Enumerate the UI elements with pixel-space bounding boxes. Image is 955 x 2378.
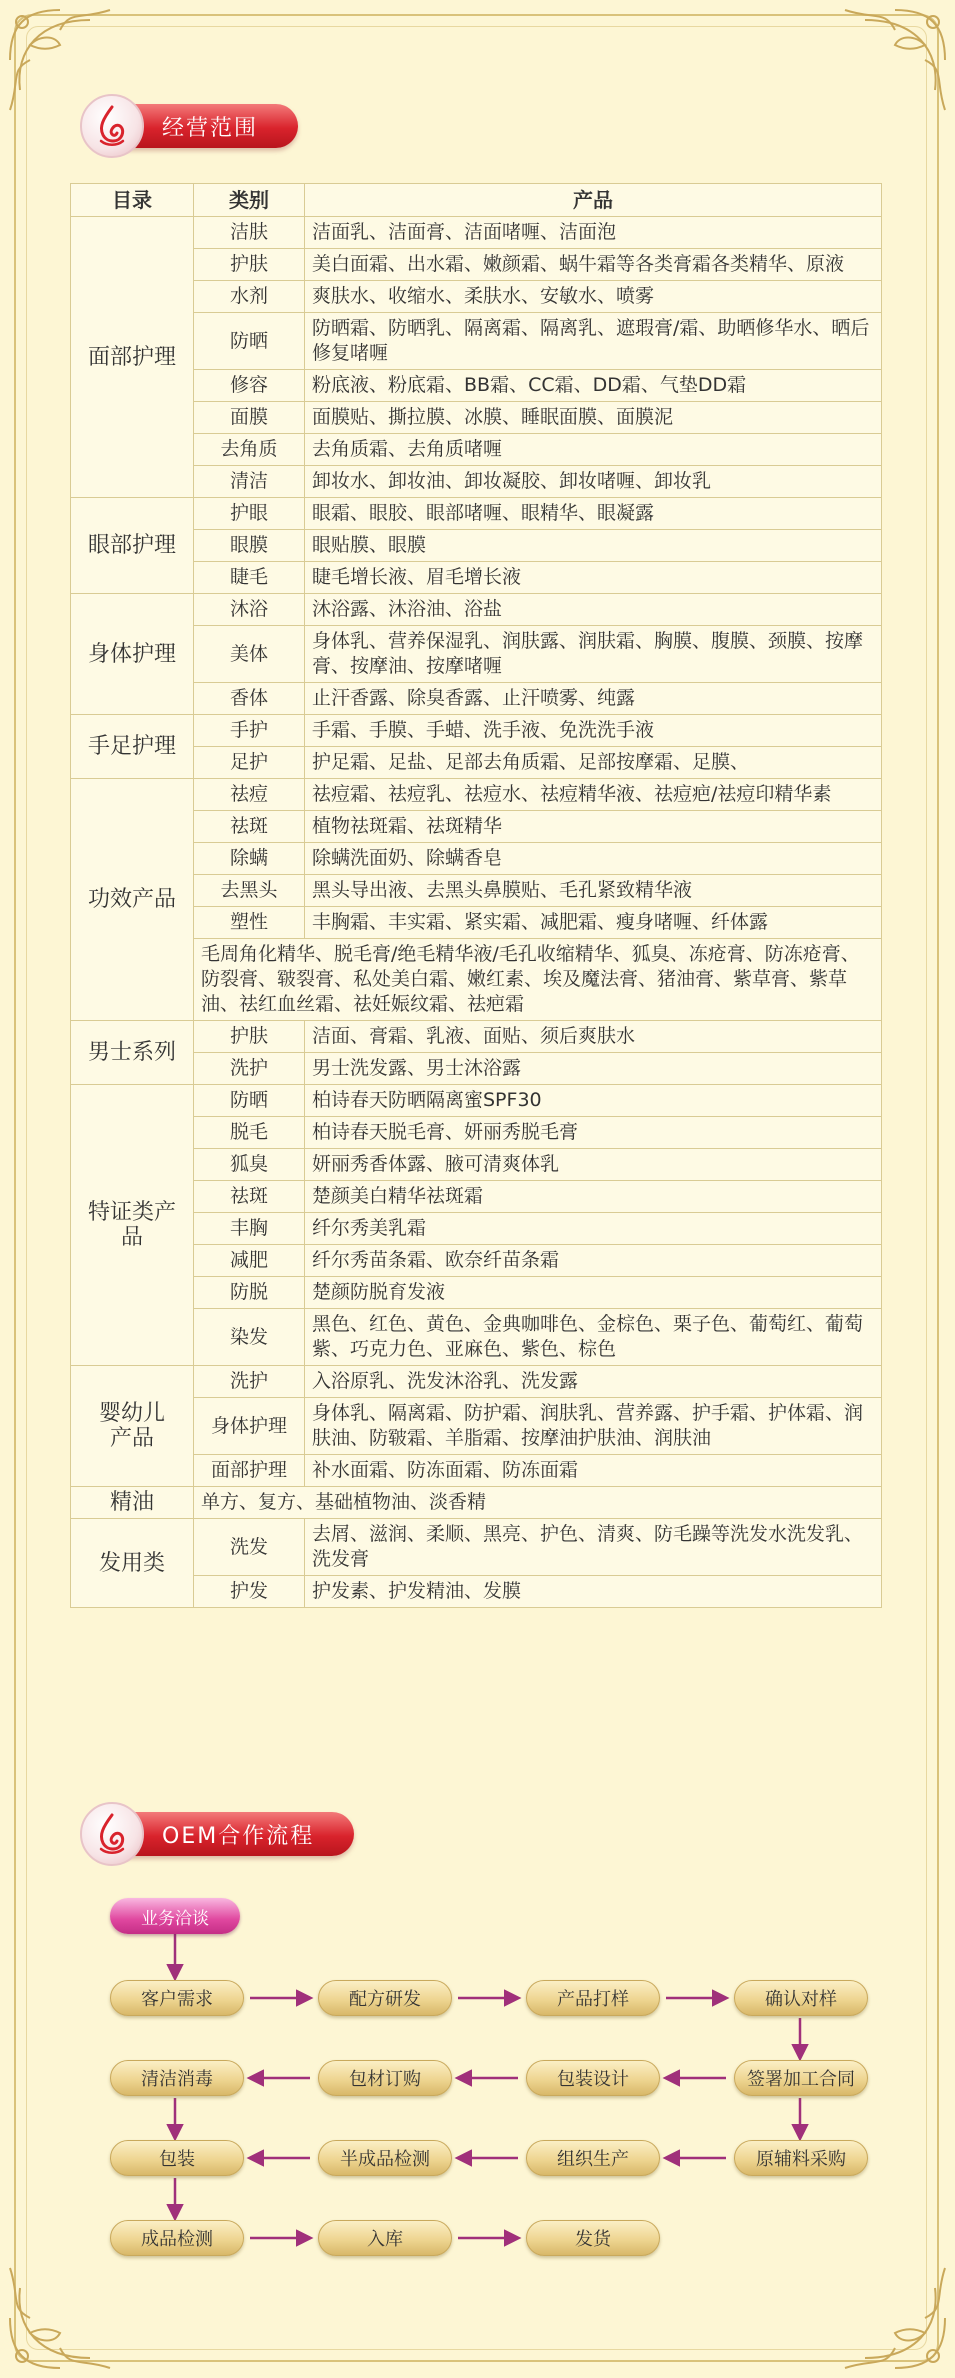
- type-cell: 狐臭: [194, 1149, 305, 1181]
- category-cell: 婴幼儿 产品: [71, 1366, 194, 1487]
- products-cell: 洁面、膏霜、乳液、面贴、须后爽肤水: [305, 1021, 882, 1053]
- category-cell: 发用类: [71, 1519, 194, 1608]
- header-products: 产品: [305, 184, 882, 217]
- table-row: [71, 1021, 882, 1053]
- table-row: [71, 498, 882, 530]
- products-cell: 植物祛斑霜、祛斑精华: [305, 811, 882, 843]
- oem-title: OEM合作流程: [122, 1812, 354, 1856]
- products-cell: 卸妆水、卸妆油、卸妆凝胶、卸妆啫喱、卸妆乳: [305, 466, 882, 498]
- flow-start-business-talk: 业务洽谈: [110, 1898, 240, 1934]
- products-cell: 身体乳、隔离霜、防护霜、润肤乳、营养露、护手霜、护体霜、润肤油、防皲霜、羊脂霜、按摩油护肤油、润肤油: [305, 1398, 882, 1455]
- type-cell: 洁肤: [194, 217, 305, 249]
- scope-title: 经营范围: [122, 104, 298, 148]
- products-cell: 丰胸霜、丰实霜、紧实霜、减肥霜、瘦身啫喱、纤体露: [305, 907, 882, 939]
- products-cell: 柏诗春天脱毛膏、妍丽秀脱毛膏: [305, 1117, 882, 1149]
- products-cell: 粉底液、粉底霜、BB霜、CC霜、DD霜、气垫DD霜: [305, 370, 882, 402]
- table-row: [71, 1085, 882, 1117]
- table-row: [71, 1487, 882, 1519]
- corner-ornament-icon: [835, 0, 955, 120]
- type-cell: 美体: [194, 626, 305, 683]
- type-cell: 祛斑: [194, 1181, 305, 1213]
- step-final-inspection: 成品检测: [110, 2220, 244, 2256]
- type-cell: 护发: [194, 1576, 305, 1608]
- type-cell: 去黑头: [194, 875, 305, 907]
- type-cell: 眼膜: [194, 530, 305, 562]
- products-cell: 补水面霜、防冻面霜、防冻面霜: [305, 1455, 882, 1487]
- type-cell: 洗护: [194, 1053, 305, 1085]
- header-type: 类别: [194, 184, 305, 217]
- category-cell: 男士系列: [71, 1021, 194, 1085]
- products-cell: 沐浴露、沐浴油、浴盐: [305, 594, 882, 626]
- type-cell: 香体: [194, 683, 305, 715]
- products-cell: 手霜、手膜、手蜡、洗手液、免洗洗手液: [305, 715, 882, 747]
- table-row: [71, 715, 882, 747]
- type-cell: 去角质: [194, 434, 305, 466]
- type-cell: 除螨: [194, 843, 305, 875]
- products-cell: 睫毛增长液、眉毛增长液: [305, 562, 882, 594]
- type-cell: 洗发: [194, 1519, 305, 1576]
- brand-logo-icon: [80, 1802, 144, 1866]
- products-cell: 护发素、护发精油、发膜: [305, 1576, 882, 1608]
- type-cell: 护肤: [194, 1021, 305, 1053]
- products-cell: 祛痘霜、祛痘乳、祛痘水、祛痘精华液、祛痘疤/祛痘印精华素: [305, 779, 882, 811]
- type-cell: 手护: [194, 715, 305, 747]
- step-customer-needs: 客户需求: [110, 1980, 244, 2016]
- products-cell: 洁面乳、洁面膏、洁面啫喱、洁面泡: [305, 217, 882, 249]
- products-cell: 止汗香露、除臭香露、止汗喷雾、纯露: [305, 683, 882, 715]
- products-cell: 楚颜防脱育发液: [305, 1277, 882, 1309]
- business-scope-table: [70, 183, 882, 1608]
- step-sterilize: 清洁消毒: [110, 2060, 244, 2096]
- step-packing: 包装: [110, 2140, 244, 2176]
- table-row: [71, 1519, 882, 1576]
- category-cell: 手足护理: [71, 715, 194, 779]
- type-cell: 祛斑: [194, 811, 305, 843]
- oem-section-header: [80, 1808, 354, 1860]
- products-cell: 身体乳、营养保湿乳、润肤露、润肤霜、胸膜、腹膜、颈膜、按摩膏、按摩油、按摩啫喱: [305, 626, 882, 683]
- products-cell: 妍丽秀香体露、腋可清爽体乳: [305, 1149, 882, 1181]
- table-row: [71, 594, 882, 626]
- category-cell: 精油: [71, 1487, 194, 1519]
- type-cell: 洗护: [194, 1366, 305, 1398]
- type-cell: 清洁: [194, 466, 305, 498]
- type-cell: 身体护理: [194, 1398, 305, 1455]
- category-cell: 特证类产品: [71, 1085, 194, 1366]
- type-cell: 护肤: [194, 249, 305, 281]
- products-cell: 黑头导出液、去黑头鼻膜贴、毛孔紧致精华液: [305, 875, 882, 907]
- step-production: 组织生产: [526, 2140, 660, 2176]
- category-cell: 功效产品: [71, 779, 194, 1021]
- products-cell: 柏诗春天防晒隔离蜜SPF30: [305, 1085, 882, 1117]
- step-material-order: 包材订购: [318, 2060, 452, 2096]
- products-cell: 美白面霜、出水霜、嫩颜霜、蜗牛霜等各类膏霜各类精华、原液: [305, 249, 882, 281]
- type-cell: 染发: [194, 1309, 305, 1366]
- step-shipping: 发货: [526, 2220, 660, 2256]
- type-cell: 面部护理: [194, 1455, 305, 1487]
- products-cell: 单方、复方、基础植物油、淡香精: [194, 1487, 882, 1519]
- products-cell: 男士洗发露、男士沐浴露: [305, 1053, 882, 1085]
- products-cell: 面膜贴、撕拉膜、冰膜、睡眠面膜、面膜泥: [305, 402, 882, 434]
- category-cell: 眼部护理: [71, 498, 194, 594]
- step-purchase: 原辅料采购: [734, 2140, 868, 2176]
- type-cell: 沐浴: [194, 594, 305, 626]
- corner-ornament-icon: [0, 2258, 120, 2378]
- table-row: [71, 217, 882, 249]
- type-cell: 修容: [194, 370, 305, 402]
- table-header-row: [71, 184, 882, 217]
- header-category: 目录: [71, 184, 194, 217]
- type-cell: 足护: [194, 747, 305, 779]
- products-cell: 纤尔秀美乳霜: [305, 1213, 882, 1245]
- products-cell: 眼贴膜、眼膜: [305, 530, 882, 562]
- products-cell: 毛周角化精华、脱毛膏/绝毛精华液/毛孔收缩精华、狐臭、冻疮膏、防冻疮膏、防裂膏、皲裂膏、私处美白霜、嫩红素、埃及魔法膏、猪油膏、紫草膏、紫草油、祛红血丝霜、祛妊娠纹霜、祛疤霜: [194, 939, 882, 1021]
- products-cell: 护足霜、足盐、足部去角质霜、足部按摩霜、足膜、: [305, 747, 882, 779]
- type-cell: 防晒: [194, 1085, 305, 1117]
- category-cell: 身体护理: [71, 594, 194, 715]
- table-row: [71, 779, 882, 811]
- products-cell: 去屑、滋润、柔顺、黑亮、护色、清爽、防毛躁等洗发水洗发乳、洗发膏: [305, 1519, 882, 1576]
- step-storage: 入库: [318, 2220, 452, 2256]
- products-cell: 爽肤水、收缩水、柔肤水、安敏水、喷雾: [305, 281, 882, 313]
- step-semi-inspection: 半成品检测: [318, 2140, 452, 2176]
- products-cell: 楚颜美白精华祛斑霜: [305, 1181, 882, 1213]
- scope-section-header: [80, 100, 298, 152]
- type-cell: 祛痘: [194, 779, 305, 811]
- brand-logo-icon: [80, 94, 144, 158]
- products-cell: 去角质霜、去角质啫喱: [305, 434, 882, 466]
- type-cell: 丰胸: [194, 1213, 305, 1245]
- step-formula-rd: 配方研发: [318, 1980, 452, 2016]
- category-cell: 面部护理: [71, 217, 194, 498]
- products-cell: 黑色、红色、黄色、金典咖啡色、金棕色、栗子色、葡萄红、葡萄紫、巧克力色、亚麻色、紫色、棕色: [305, 1309, 882, 1366]
- products-cell: 入浴原乳、洗发沐浴乳、洗发露: [305, 1366, 882, 1398]
- table-row: [71, 1366, 882, 1398]
- products-cell: 除螨洗面奶、除螨香皂: [305, 843, 882, 875]
- type-cell: 脱毛: [194, 1117, 305, 1149]
- step-sign-contract: 签署加工合同: [734, 2060, 868, 2096]
- products-cell: 眼霜、眼胶、眼部啫喱、眼精华、眼凝露: [305, 498, 882, 530]
- products-cell: 纤尔秀苗条霜、欧奈纤苗条霜: [305, 1245, 882, 1277]
- step-sampling: 产品打样: [526, 1980, 660, 2016]
- type-cell: 护眼: [194, 498, 305, 530]
- products-cell: 防晒霜、防晒乳、隔离霜、隔离乳、遮瑕膏/霜、助晒修华水、晒后修复啫喱: [305, 313, 882, 370]
- type-cell: 水剂: [194, 281, 305, 313]
- type-cell: 睫毛: [194, 562, 305, 594]
- step-confirm-sample: 确认对样: [734, 1980, 868, 2016]
- type-cell: 防脱: [194, 1277, 305, 1309]
- type-cell: 塑性: [194, 907, 305, 939]
- type-cell: 防晒: [194, 313, 305, 370]
- type-cell: 面膜: [194, 402, 305, 434]
- type-cell: 减肥: [194, 1245, 305, 1277]
- step-packaging-design: 包装设计: [526, 2060, 660, 2096]
- corner-ornament-icon: [835, 2258, 955, 2378]
